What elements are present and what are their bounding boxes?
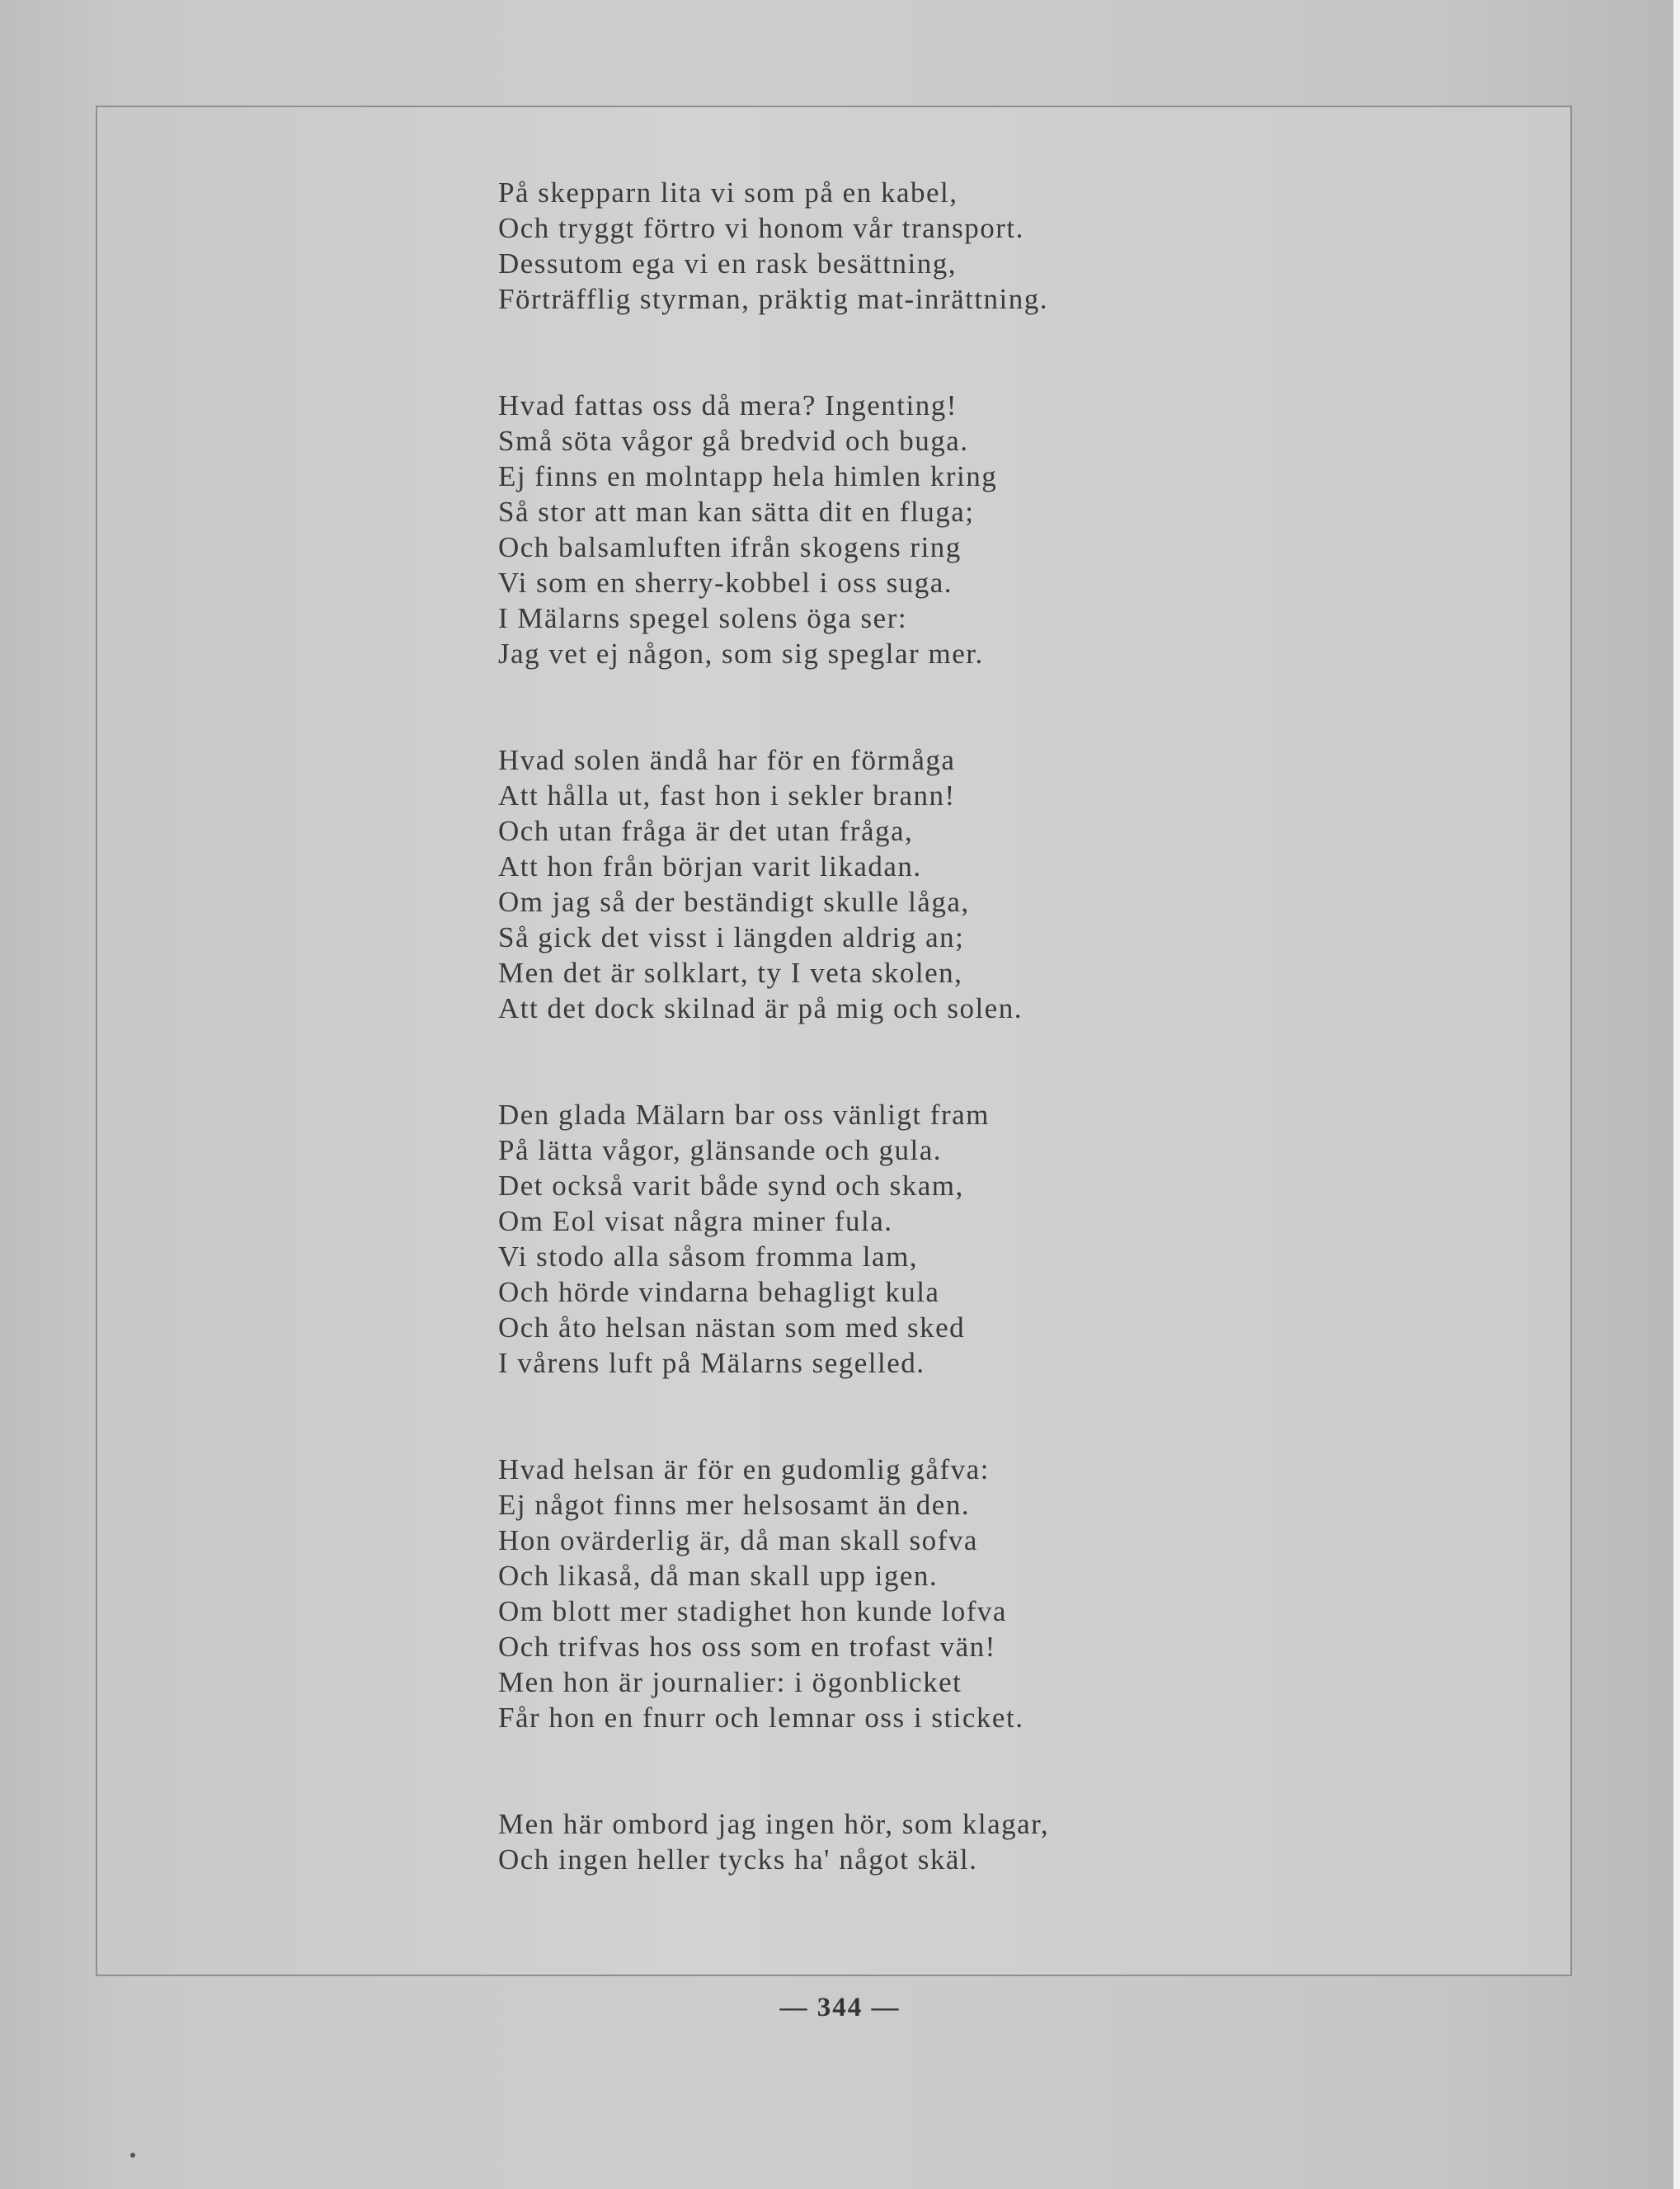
verse-line: Ej finns en molntapp hela himlen kring [498,460,998,492]
verse-line: Men hon är journalier: i ögonblicket [498,1666,962,1698]
verse-line: Så gick det visst i längden aldrig an; [498,921,965,953]
stanza-3 [498,742,1447,1026]
verse-line: Små söta vågor gå bredvid och buga. [498,425,969,457]
verse-line: Att hon från början varit likadan. [498,850,922,883]
verse-line: På skepparn lita vi som på en kabel, [498,177,958,209]
verse-line: Och trifvas hos oss som en trofast vän! [498,1631,996,1663]
stanza-4 [498,1097,1447,1381]
verse-line: Och hörde vindarna behagligt kula [498,1276,940,1308]
verse-line: Hvad solen ändå har för en förmåga [498,744,956,776]
verse-line: Hvad helsan är för en gudomlig gåfva: [498,1453,990,1485]
verse-line: Om Eol visat några miner fula. [498,1205,893,1237]
verse-line: Att hålla ut, fast hon i sekler brann! [498,779,956,812]
stanza-1 [498,175,1447,317]
verse-line: Och ingen heller tycks ha' något skäl. [498,1843,978,1876]
verse-line: Hon ovärderlig är, då man skall sofva [498,1524,978,1556]
verse-line: På lätta vågor, glänsande och gula. [498,1134,943,1166]
verse-line: Det också varit både synd och skam, [498,1170,964,1202]
verse-line: Hvad fattas oss då mera? Ingenting! [498,389,958,421]
verse-line: Och utan fråga är det utan fråga, [498,815,914,847]
page-number: — 344 — [779,1993,901,2022]
verse-line: Så stor att man kan sätta dit en fluga; [498,496,975,528]
verse-line: Om blott mer stadighet hon kunde lofva [498,1595,1007,1627]
verse-line: Jag vet ej någon, som sig speglar mer. [498,638,984,670]
verse-line: Ej något finns mer helsosamt än den. [498,1489,971,1521]
verse-line: Men här ombord jag ingen hör, som klagar, [498,1808,1050,1840]
page-edge [1673,0,1680,2189]
verse-line: Om jag så der beständigt skulle låga, [498,886,970,918]
poem-text [498,175,1447,1948]
verse-line: Får hon en fnurr och lemnar oss i sticket. [498,1702,1024,1734]
verse-line: Förträfflig styrman, präktig mat-inrättning. [498,283,1049,315]
verse-line: I Mälarns spegel solens öga ser: [498,602,908,634]
verse-line: Och tryggt förtro vi honom vår transport. [498,212,1024,244]
verse-line: Vi stodo alla såsom fromma lam, [498,1240,919,1273]
stanza-5 [498,1452,1447,1735]
verse-line: Men det är solklart, ty I veta skolen, [498,957,963,989]
verse-line: Vi som en sherry-kobbel i oss suga. [498,567,953,599]
verse-line: Att det dock skilnad är på mig och solen. [498,992,1023,1024]
verse-line: Dessutom ega vi en rask besättning, [498,247,958,280]
verse-line: Och åto helsan nästan som med sked [498,1311,966,1344]
stanza-6 [498,1806,1447,1877]
verse-line: Den glada Mälarn bar oss vänligt fram [498,1099,990,1131]
verse-line: Och likaså, då man skall upp igen. [498,1560,939,1592]
stanza-2 [498,388,1447,671]
scan-speck [130,2153,135,2158]
verse-line: Och balsamluften ifrån skogens ring [498,531,962,563]
verse-line: I vårens luft på Mälarns segelled. [498,1347,925,1379]
